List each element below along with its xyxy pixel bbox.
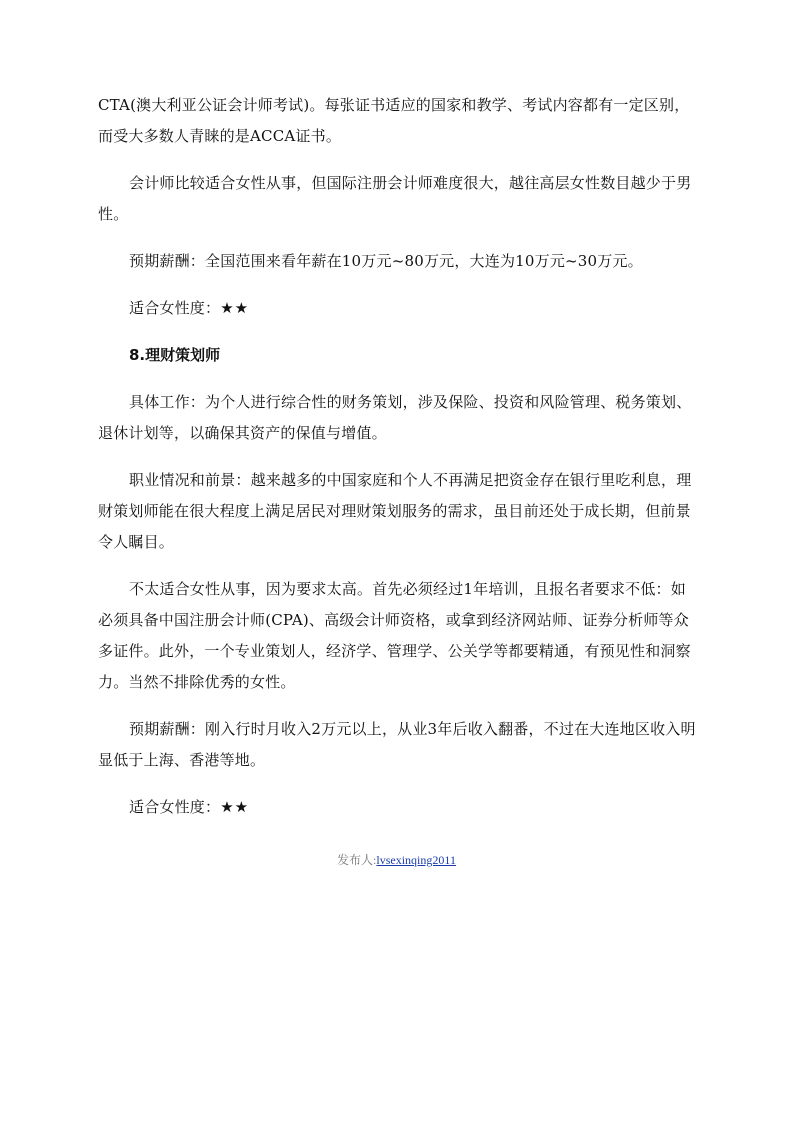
publisher-link[interactable]: lvsexinqing2011	[376, 853, 456, 867]
paragraph-planner-prospects: 职业情况和前景：越来越多的中国家庭和个人不再满足把资金存在银行里吃利息，理财策划师能在很大程度上满足居民对理财策划服务的需求，虽目前还处于成长期，但前景令人瞩目。	[98, 471, 692, 551]
paragraph-planner-rating	[98, 792, 696, 823]
section-heading-financial-planner: 8.理财策划师	[129, 346, 221, 364]
star-rating-icon: ★★	[220, 299, 250, 317]
star-rating-icon: ★★	[220, 798, 250, 816]
paragraph-accountant-gender: 会计师比较适合女性从事，但国际注册会计师难度很大，越往高层女性数目越少于男性。	[98, 174, 692, 223]
publisher-footer	[0, 851, 793, 868]
article-body	[98, 90, 696, 839]
paragraph-planner-work: 具体工作：为个人进行综合性的财务策划，涉及保险、投资和风险管理、税务策划、退休计划等，以确保其资产的保值与增值。	[98, 393, 692, 442]
paragraph-planner-requirements: 不太适合女性从事，因为要求太高。首先必须经过1年培训，且报名者要求不低：如必须具备中国注册会计师(CPA)、高级会计师资格，或拿到经济网站师、证券分析师等众多证件。此外，一个专业策划人，经济学、管理学、公关学等都要精通，有预见性和洞察力。当然不排除优秀的女性。	[98, 580, 691, 691]
publisher-label: 发布人:	[337, 853, 377, 867]
rating-label: 适合女性度：	[129, 299, 221, 317]
paragraph-planner-salary: 预期薪酬：刚入行时月收入2万元以上，从业3年后收入翻番，不过在大连地区收入明显低于上海、香港等地。	[98, 720, 696, 769]
paragraph-cta-intro: CTA(澳大利亚公证会计师考试)。每张证书适应的国家和教学、考试内容都有一定区别，而受大多数人青睐的是ACCA证书。	[98, 96, 690, 145]
paragraph-accountant-salary: 预期薪酬：全国范围来看年薪在10万元~80万元，大连为10万元~30万元。	[129, 252, 643, 270]
paragraph-accountant-rating	[98, 293, 696, 324]
rating-label: 适合女性度：	[129, 798, 221, 816]
